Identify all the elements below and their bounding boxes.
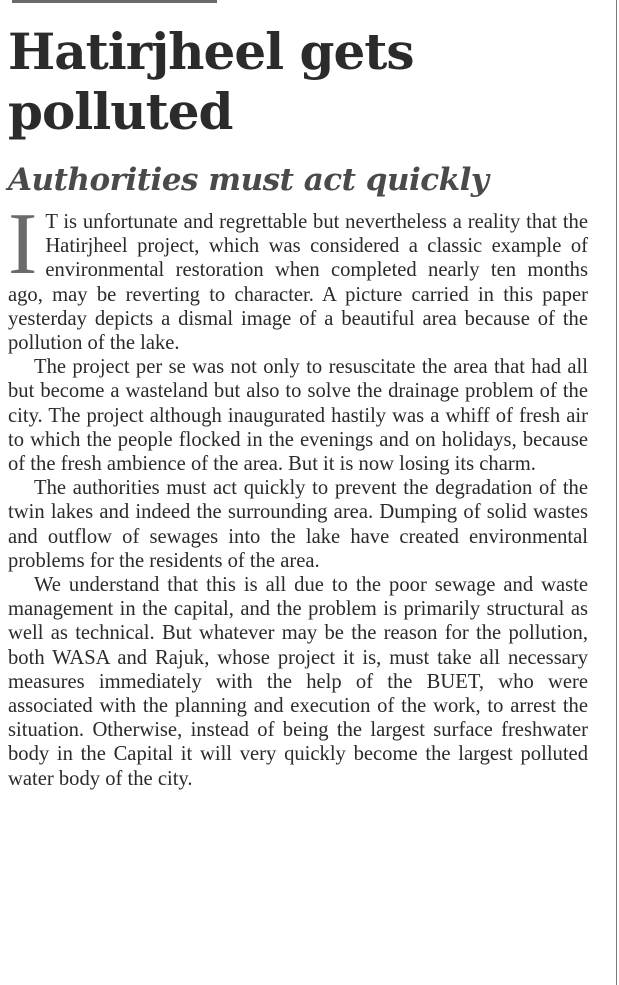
paragraph-1-text: T is unfortunate and regrettable but nevertheless a reality that the Hatirjheel project, which was considered a classic example of environmental restoration when completed nearly ten months ago, may be reverting to character. A picture carried in this paper yesterday depicts a dismal image of a beautiful area because of the pollution of the lake. bbox=[8, 211, 588, 355]
column-divider bbox=[616, 0, 617, 985]
article-subheadline: Authorities must act quickly bbox=[8, 162, 489, 198]
article-paragraph-4: We understand that this is all due to the poor sewage and waste management in the capital, and the problem is primarily structural as well as technical. But whatever may be the reason for the pollution, both WASA and Rajuk, whose project it is, must take all necessary measures immediately with the help of the BUET, who were associated with the planning and execution of the work, to arrest the situation. Otherwise, instead of being the largest surface freshwater body in the Capital it will very quickly become the largest polluted water body of the city. bbox=[8, 574, 588, 790]
article-headline: Hatirjheel gets polluted bbox=[8, 22, 414, 141]
top-rule bbox=[12, 0, 217, 3]
drop-cap: I bbox=[8, 196, 38, 293]
article-body bbox=[8, 196, 588, 791]
article-paragraph-1 bbox=[8, 196, 588, 355]
article-paragraph-2: The project per se was not only to resuscitate the area that had all but become a wasteland but also to solve the drainage problem of the city. The project although inaugurated hastily was a whiff of fresh air to which the people flocked in the evenings and on holidays, because of the fresh ambience of the area. But it is now losing its charm. bbox=[8, 356, 588, 476]
article-paragraph-3: The authorities must act quickly to prevent the degradation of the twin lakes and indeed the surrounding area. Dumping of solid wastes and outflow of sewages into the lake have created environmental problems for the residents of the area. bbox=[8, 477, 588, 572]
